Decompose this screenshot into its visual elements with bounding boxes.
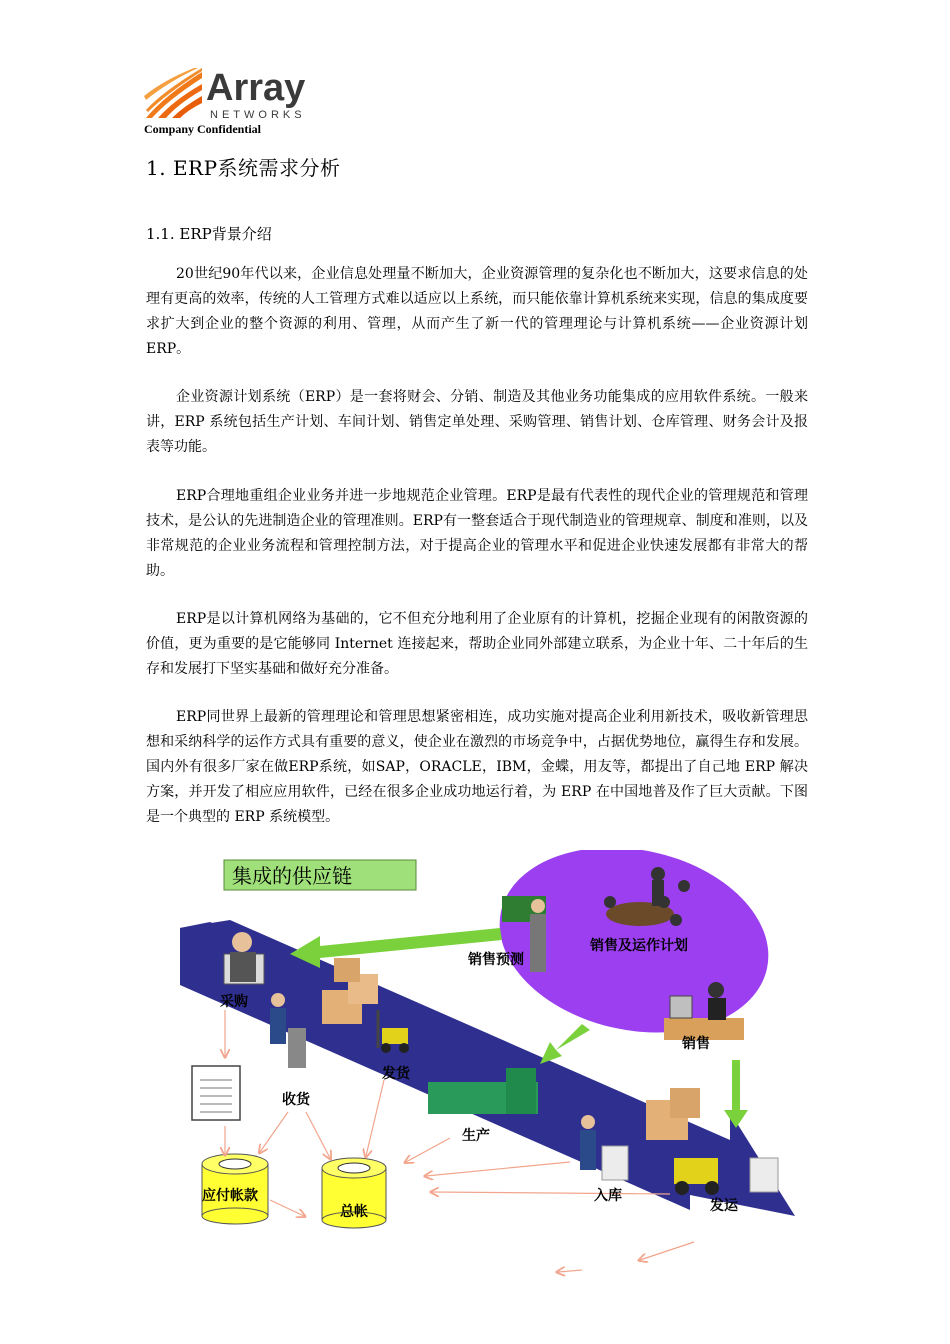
label-delivery: 发运 <box>710 1198 738 1214</box>
document-icon <box>192 1066 240 1120</box>
subsection-heading: 1.1. ERP背景介绍 <box>146 225 272 243</box>
logo-wordmark: Array <box>206 67 306 109</box>
label-shipping: 发货 <box>382 1066 410 1082</box>
paragraph-4: ERP是以计算机网络为基础的，它不但充分地利用了企业原有的计算机，挖掘企业现有的闲散资源的价值，更为重要的是它能够同 Internet 连接起来，帮助企业同外部建立联系，为企业十年、二十年后的生存和发展打下坚实基础和做好充分准备。 <box>146 611 808 677</box>
logo-swoosh-icon <box>144 68 202 118</box>
paragraph-5: ERP同世界上最新的管理理论和管理思想紧密相连，成功实施对提高企业利用新技术，吸收新管理思想和采纳科学的运作方式具有重要的意义，使企业在激烈的市场竞争中，占据优势地位，赢得生存和发展。国内外有很多厂家在做ERP系统，如SAP，ORACLE，IBM，金蝶，用友等，都提出了自己地 ERP 解决方案，并开发了相应应用软件，已经在很多企业成功地运行着，为 ERP 在中国地普及作了巨大贡献。下图是一个典型的 ERP 系统模型。 <box>146 709 808 825</box>
label-general-ledger: 总帐 <box>340 1204 368 1220</box>
label-warehousing: 入库 <box>594 1188 622 1204</box>
label-sales-forecast: 销售预测 <box>468 952 524 968</box>
label-sales-ops-plan: 销售及运作计划 <box>590 938 688 954</box>
figure-title: 集成的供应链 <box>232 864 352 888</box>
paragraph-1: 20世纪90年代以来，企业信息处理量不断加大，企业资源管理的复杂化也不断加大，这要求信息的处理有更高的效率，传统的人工管理方式难以适应以上系统，而只能依靠计算机系统来实现，信息的集成度要求扩大到企业的整个资源的利用、管理，从而产生了新一代的管理理论与计算机系统——企业资源计划ERP。 <box>146 266 808 357</box>
label-receiving: 收货 <box>282 1092 310 1108</box>
array-networks-logo <box>144 66 354 124</box>
label-purchase: 采购 <box>220 994 248 1010</box>
label-sales: 销售 <box>682 1036 710 1052</box>
section-heading: 1. ERP系统需求分析 <box>146 156 341 180</box>
erp-model-diagram <box>170 850 810 1280</box>
logo-subtitle: NETWORKS <box>210 109 306 121</box>
paragraph-3: ERP合理地重组企业业务并进一步地规范企业管理。ERP是最有代表性的现代企业的管理规范和管理技术，是公认的先进制造企业的管理准则。ERP有一整套适合于现代制造业的管理规章、制度和准则，以及非常规范的企业业务流程和管理控制方法，对于提高企业的管理水平和促进企业快速发展都有非常大的帮助。 <box>146 488 808 579</box>
company-confidential-label: Company Confidential <box>144 122 262 136</box>
label-production: 生产 <box>462 1128 490 1144</box>
label-accounts-payable: 应付帐款 <box>202 1188 258 1204</box>
paragraph-2: 企业资源计划系统（ERP）是一套将财会、分销、制造及其他业务功能集成的应用软件系统。一般来讲，ERP 系统包括生产计划、车间计划、销售定单处理、采购管理、销售计划、仓库管理、财务会计及报表等功能。 <box>146 389 808 455</box>
